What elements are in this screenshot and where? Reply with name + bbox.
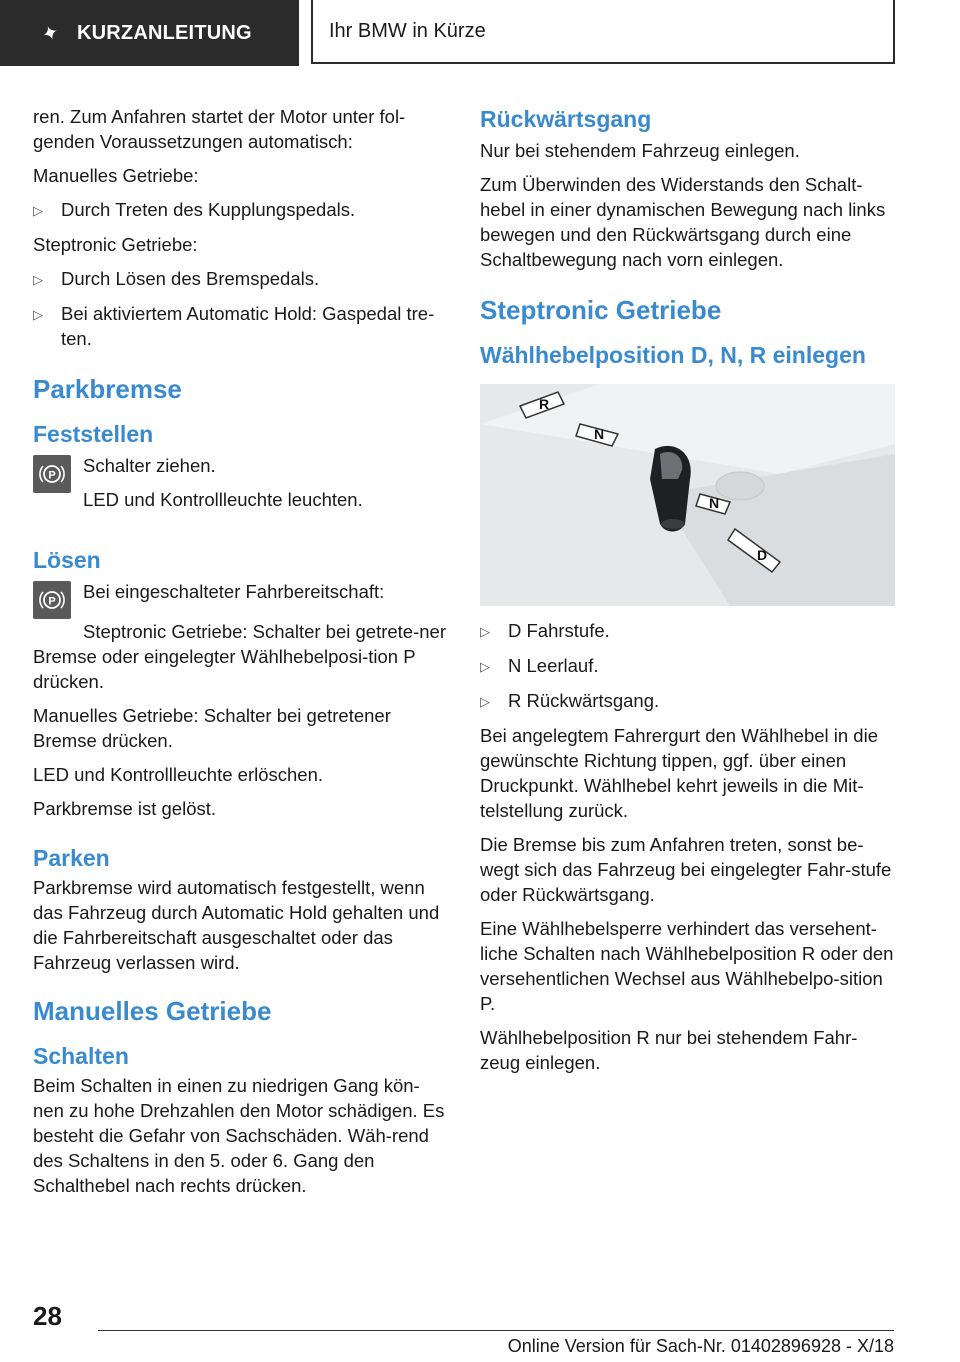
triangle-right-icon: ▷: [480, 659, 490, 674]
online-version-note: Online Version für Sach-Nr. 01402896928 - X/18: [507, 1336, 894, 1356]
gear-label-d: D: [756, 547, 768, 563]
paragraph: Nur bei stehendem Fahrzeug einlegen.: [480, 140, 800, 161]
right-column: [480, 104, 895, 1084]
paragraph: Parkbremse ist gelöst.: [33, 798, 217, 819]
paragraph: Steptronic Getriebe:: [33, 234, 198, 255]
list-item: [480, 618, 895, 644]
paragraph: Manuelles Getriebe:: [33, 165, 199, 186]
parking-brake-icon: [33, 581, 71, 619]
header-tab-ihr-bmw-label: Ihr BMW in Kürze: [329, 19, 486, 42]
list-item: [480, 653, 895, 679]
heading-rueckwaertsgang: Rückwärtsgang: [480, 106, 652, 132]
paragraph: Bei angelegtem Fahrergurt den Wählhebel in die gewünschte Richtung tippen, ggf. über einen Druckpunkt. Wählhebel kehrt jeweils in die Mit-telstellung zurück.: [480, 725, 878, 821]
header-tab-kurzanleitung[interactable]: [0, 0, 299, 66]
paragraph: Die Bremse bis zum Anfahren treten, sonst be-wegt sich das Fahrzeug bei eingelegter Fahr-stufe oder Rückwärtsgang.: [480, 834, 892, 905]
paragraph: Bei eingeschalteter Fahrbereitschaft:: [83, 581, 385, 602]
list-item-text: Bei aktiviertem Automatic Hold: Gaspedal tre-ten.: [61, 303, 435, 349]
list-item: [33, 301, 447, 351]
list-item-text: D Fahrstufe.: [508, 620, 610, 641]
list-item-text: R Rückwärtsgang.: [508, 690, 660, 711]
gear-label-r: R: [538, 396, 550, 412]
paragraph: Zum Überwinden des Widerstands den Schalt-hebel in einer dynamischen Bewegung nach links bewegen und den Rückwärtsgang durch eine Schaltbewegung nach vorn einlegen.: [480, 174, 886, 270]
paragraph: Wählhebelposition R nur bei stehendem Fahr-zeug einlegen.: [480, 1027, 858, 1073]
heading-waehlhebelposition: Wählhebelposition D, N, R einlegen: [480, 342, 866, 368]
header-tab-ihr-bmw[interactable]: [311, 0, 895, 64]
triangle-right-icon: ▷: [33, 272, 43, 287]
list-item-text: Durch Treten des Kupplungspedals.: [61, 199, 356, 220]
paragraph: Eine Wählhebelsperre verhindert das versehent-liche Schalten nach Wählhebelposition R oder den versehentlichen Wechsel aus Wählhebelpo-sition P.: [480, 918, 894, 1014]
parkbremse-feststellen-block: [33, 453, 447, 521]
paragraph: LED und Kontrollleuchte erlöschen.: [33, 764, 324, 785]
parkbremse-loesen-block: [33, 579, 447, 619]
svg-text:P: P: [48, 595, 56, 608]
triangle-right-icon: ▷: [33, 203, 43, 218]
svg-text:P: P: [48, 469, 56, 482]
list-item: [33, 197, 447, 223]
heading-loesen: Lösen: [33, 547, 101, 573]
gear-label-n-lower: N: [708, 495, 720, 511]
paragraph: Manuelles Getriebe: Schalter bei getretener Bremse drücken.: [33, 705, 391, 751]
paragraph: LED und Kontrollleuchte leuchten.: [83, 489, 363, 510]
heading-steptronic-getriebe: Steptronic Getriebe: [480, 295, 722, 325]
list-item-text: Durch Lösen des Bremspedals.: [61, 268, 320, 289]
paragraph: Beim Schalten in einen zu niedrigen Gang kön-nen zu hohe Drehzahlen den Motor schädigen. Es besteht die Gefahr von Sachschäden. Wäh-rend des Schaltens in den 5. oder 6. Gang den Schalthebel nach rechts drücken.: [33, 1075, 445, 1196]
paragraph: Schalter ziehen.: [83, 455, 216, 476]
heading-parken: Parken: [33, 845, 110, 871]
star-icon: ✦: [38, 20, 63, 47]
header-tab-kurzanleitung-label: KURZANLEITUNG: [76, 21, 252, 44]
paragraph: Steptronic Getriebe: Schalter bei getrete-ner Bremse oder eingelegter Wählhebelposi-tion P drücken.: [33, 621, 446, 692]
list-item-text: N Leerlauf.: [508, 655, 599, 676]
paragraph: Parkbremse wird automatisch festgestellt, wenn das Fahrzeug durch Automatic Hold gehalten und die Fahrbereitschaft ausgeschaltet oder das Fahrzeug verlassen wird.: [33, 877, 440, 973]
footer-divider: [98, 1330, 894, 1331]
gear-label-n-upper: N: [593, 426, 605, 442]
heading-parkbremse: Parkbremse: [33, 374, 182, 404]
triangle-right-icon: ▷: [480, 694, 490, 709]
list-item: [480, 688, 895, 714]
left-column: [33, 104, 447, 1207]
page-number: 28: [33, 1301, 62, 1331]
heading-schalten: Schalten: [33, 1043, 129, 1069]
paragraph: ren. Zum Anfahren startet der Motor unter fol-genden Voraussetzungen automatisch:: [33, 106, 406, 152]
list-item: [33, 266, 447, 292]
heading-feststellen: Feststellen: [33, 421, 154, 447]
triangle-right-icon: ▷: [33, 307, 43, 322]
gear-selector-illustration: [480, 384, 895, 606]
triangle-right-icon: ▷: [480, 624, 490, 639]
parking-brake-icon: [33, 455, 71, 493]
heading-manuelles-getriebe: Manuelles Getriebe: [33, 996, 272, 1026]
